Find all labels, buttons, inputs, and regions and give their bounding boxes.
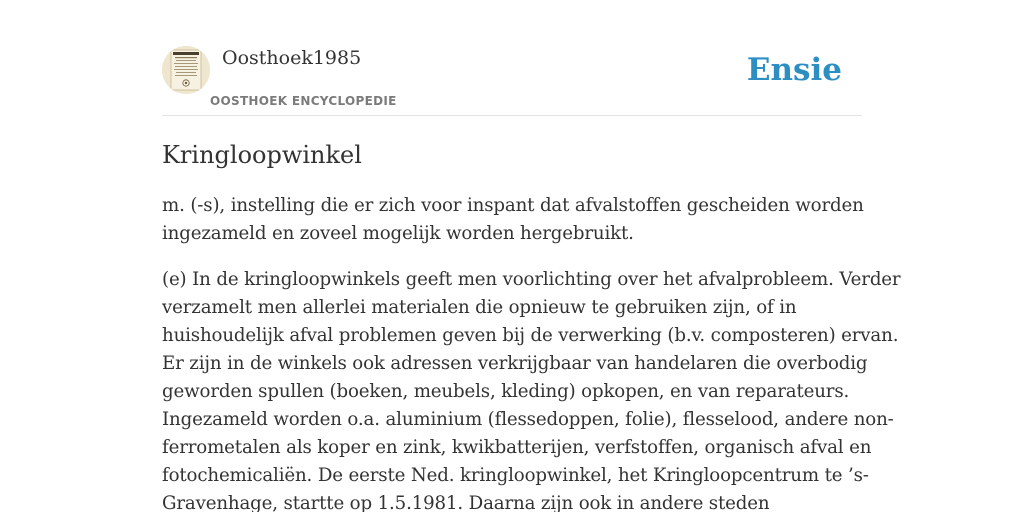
page-header — [162, 0, 862, 116]
brand-logo[interactable]: Ensie — [746, 52, 842, 88]
entry-body — [162, 266, 901, 512]
body-line: ferrometalen als koper en zink, kwikbatterijen, verfstoffen, organisch afval en — [162, 437, 872, 458]
body-line: geworden spullen (boeken, meubels, kleding) opkopen, en van reparateurs. — [162, 381, 850, 402]
document-avatar-icon — [162, 46, 210, 94]
body-line: fotochemicaliën. De eerste Ned. kringloopwinkel, het Kringloopcentrum te ’s- — [162, 465, 869, 486]
definition-line: m. (-s), instelling die er zich voor inspant dat afvalstoffen gescheiden worden — [162, 195, 864, 216]
body-line: (e) In de kringloopwinkels geeft men voorlichting over het afvalprobleem. Verder — [162, 269, 901, 290]
body-line: Gravenhage, startte op 1.5.1981. Daarna zijn ook in andere steden — [162, 493, 770, 512]
definition-line: ingezameld en zoveel mogelijk worden hergebruikt. — [162, 223, 634, 244]
entry-definition — [162, 192, 862, 248]
author-name[interactable]: Oosthoek1985 — [222, 47, 362, 69]
body-line: Ingezameld worden o.a. aluminium (flessedoppen, folie), flesselood, andere non- — [162, 409, 894, 430]
content-container — [162, 0, 901, 512]
source-label[interactable]: OOSTHOEK ENCYCLOPEDIE — [210, 94, 397, 108]
body-line: huishoudelijk afval problemen geven bij de verwerking (b.v. composteren) ervan. — [162, 325, 899, 346]
entry-title: Kringloopwinkel — [162, 141, 362, 169]
body-line: verzamelt men allerlei materialen die opnieuw te gebruiken zijn, of in — [162, 297, 797, 318]
author-avatar[interactable] — [162, 46, 210, 94]
body-line: Er zijn in de winkels ook adressen verkrijgbaar van handelaren die overbodig — [162, 353, 868, 374]
